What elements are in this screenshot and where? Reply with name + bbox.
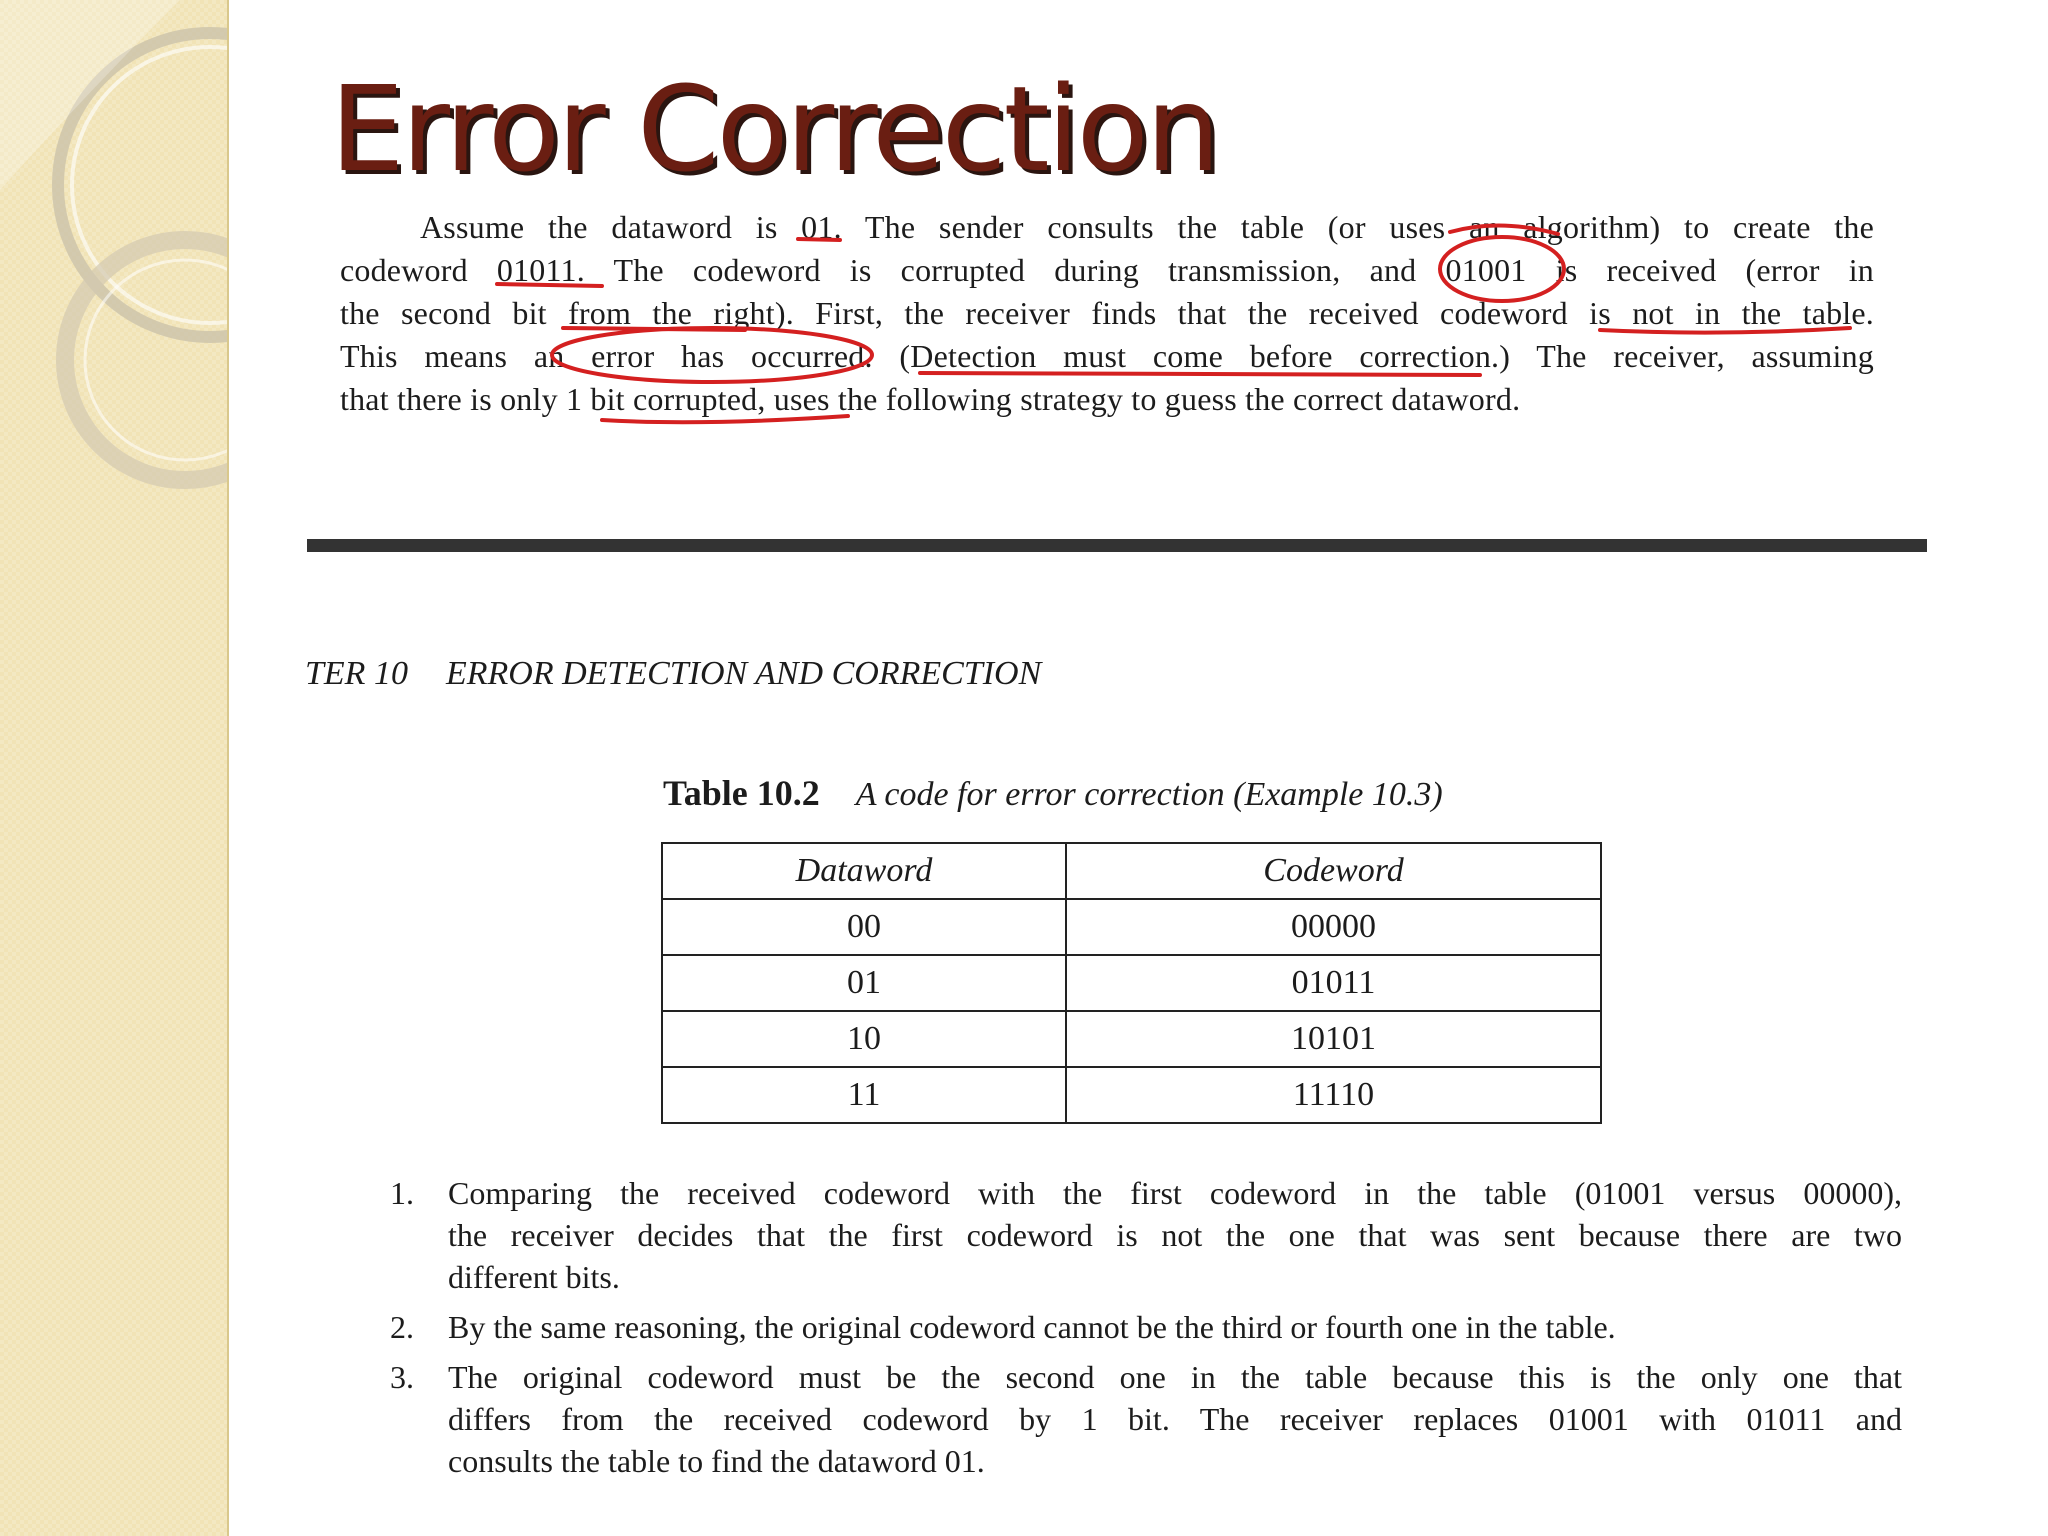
code-table bbox=[661, 842, 1602, 1124]
table-number: Table 10.2 bbox=[663, 773, 820, 813]
column-header-codeword: Codeword bbox=[1066, 843, 1601, 899]
table-row bbox=[662, 899, 1601, 955]
list-item bbox=[390, 1172, 1902, 1298]
section-divider bbox=[307, 539, 1927, 552]
codeword-cell: 00000 bbox=[1066, 899, 1601, 955]
table-header-row bbox=[662, 843, 1601, 899]
dataword-cell: 00 bbox=[662, 899, 1066, 955]
step-line: The original codeword must be the second one in the table because this is the only one that bbox=[448, 1359, 1902, 1395]
step-line: Comparing the received codeword with the first codeword in the table (01001 versus 00000), bbox=[448, 1175, 1902, 1211]
step-number: 1. bbox=[390, 1175, 414, 1211]
table-caption-text: A code for error correction (Example 10.3) bbox=[855, 776, 1443, 813]
paragraph-line: This means an error has occurred. (Detection must come before correction.) The receiver, assuming bbox=[340, 338, 1874, 374]
codeword-cell: 01011 bbox=[1066, 955, 1601, 1011]
strategy-steps-list bbox=[390, 1172, 1902, 1490]
dataword-cell: 11 bbox=[662, 1067, 1066, 1123]
paragraph-line: codeword 01011. The codeword is corrupted during transmission, and 01001 is received (error in bbox=[340, 252, 1874, 288]
step-number: 2. bbox=[390, 1309, 414, 1345]
list-item bbox=[390, 1356, 1902, 1482]
decorative-sidebar bbox=[0, 0, 229, 1536]
paragraph-line: Assume the dataword is 01. The sender consults the table (or uses an algorithm) to create the bbox=[420, 209, 1874, 245]
table-row bbox=[662, 1067, 1601, 1123]
slide-title: Error Correction bbox=[330, 60, 1218, 198]
chapter-label: TER 10 bbox=[305, 655, 408, 692]
scanned-paragraph bbox=[340, 206, 1874, 421]
step-number: 3. bbox=[390, 1359, 414, 1395]
column-header-dataword: Dataword bbox=[662, 843, 1066, 899]
paragraph-line: that there is only 1 bit corrupted, uses the following strategy to guess the correct dataword. bbox=[340, 381, 1521, 417]
table-row bbox=[662, 955, 1601, 1011]
step-line: the receiver decides that the first codeword is not the one that was sent because there are two bbox=[448, 1217, 1902, 1253]
paragraph-line: the second bit from the right). First, the receiver finds that the received codeword is not in the table. bbox=[340, 295, 1874, 331]
step-line: consults the table to find the dataword 01. bbox=[448, 1443, 985, 1479]
table-caption bbox=[663, 772, 1443, 814]
decorative-rings-icon bbox=[0, 0, 227, 1536]
dataword-cell: 01 bbox=[662, 955, 1066, 1011]
step-line: By the same reasoning, the original codeword cannot be the third or fourth one in the table. bbox=[448, 1309, 1616, 1345]
table-row bbox=[662, 1011, 1601, 1067]
list-item bbox=[390, 1306, 1902, 1348]
chapter-header bbox=[305, 655, 1041, 693]
codeword-cell: 11110 bbox=[1066, 1067, 1601, 1123]
step-line: different bits. bbox=[448, 1259, 620, 1295]
dataword-cell: 10 bbox=[662, 1011, 1066, 1067]
codeword-cell: 10101 bbox=[1066, 1011, 1601, 1067]
chapter-title: ERROR DETECTION AND CORRECTION bbox=[445, 655, 1042, 692]
step-line: differs from the received codeword by 1 bit. The receiver replaces 01001 with 01011 and bbox=[448, 1401, 1902, 1437]
